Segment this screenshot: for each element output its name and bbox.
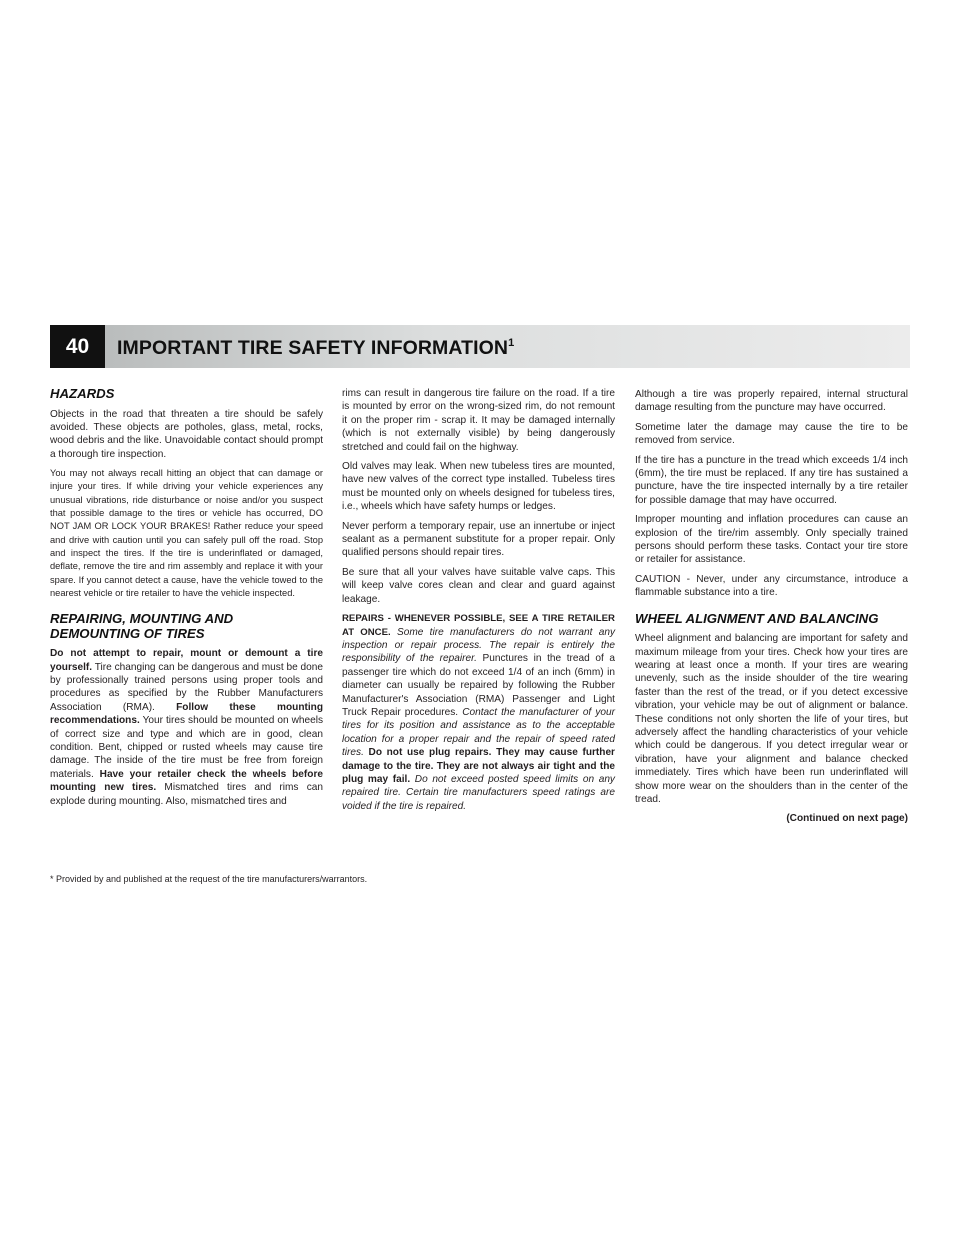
temporary-repair-paragraph: Never perform a temporary repair, use an innertube or inject sealant as a permanent substitute for a proper repair. Only qualified persons should repair tires.: [342, 520, 615, 559]
repairing-heading: REPAIRING, MOUNTING AND DEMOUNTING OF TIRES: [50, 611, 234, 641]
title-superscript: 1: [508, 337, 515, 349]
repairing-bold-1: Do not attempt to repair, mount or demount a tire yourself.: [50, 648, 323, 673]
alignment-paragraph: Wheel alignment and balancing are important for safety and maximum mileage from your tires. Check how your tires are wearing at least once a month. If your tires are wearing unevenly, such as the inside shoulder of the tire wearing faster than the rest of the tread, or if you detect excessive vibration, your vehicle may be out of alignment or balance. These conditions not only shorten the life of your tires, but adversely affect the handling characteristics of your vehicle which could be dangerous. If you detect irregular wear or vibration, have your alignment and balance checked immediately. Tires which have been run underinflated will show more wear on the shoulders than in the center of the tread.: [635, 633, 908, 806]
page-title-text: IMPORTANT TIRE SAFETY INFORMATION: [117, 337, 509, 359]
repairs-heading: REPAIRS - WHENEVER POSSIBLE, SEE A TIRE RETAILER AT ONCE.: [342, 613, 615, 638]
caution-paragraph: CAUTION - Never, under any circumstance, introduce a flammable substance into a tire.: [635, 573, 908, 599]
repairing-bold-2: Follow these mounting recommendations.: [50, 701, 323, 727]
puncture-paragraph: If the tire has a puncture in the tread which exceeds 1/4 inch (6mm), the tire must be replaced. If any tire has sustained a puncture, have the tire inspected internally by a tire retailer for possible damage that may have occurred.: [635, 454, 908, 506]
column-3: [635, 388, 908, 832]
repairing-text-3: Mismatched tires and rims can explode during mounting. Also, mismatched tires and: [50, 782, 323, 807]
repairs-text-1: Punctures in the tread of a passenger tire which do not exceed 1/4 of an inch (6mm) in diameter can usually be repaired by following the Rubber Manufacturer's Association (RMA) Passenger and Light Truck Repair procedures.: [342, 653, 616, 718]
structural-damage-paragraph: Although a tire was properly repaired, internal structural damage resulting from the puncture may have occurred.: [635, 389, 908, 414]
hazards-paragraph-2: You may not always recall hitting an object that can damage or injure your tires. If while driving your vehicle experiences any unusual vibrations, ride disturbance or noise and/or you suspect that possible damage to the tires or vehicle has occurred, DO NOT JAM OR LOCK YOUR BRAKES! Rather reduce your speed and drive with caution until you can safely pull off the road. Stop and inspect the tires. If the tire is underinflated or damaged, deflate, remove the tire and rim assembly and replace it with your spare. If you cannot detect a cause, have the vehicle towed to the nearest vehicle or tire retailer to have the vehicle inspected.: [50, 468, 323, 598]
repairs-italic-2: Contact the manufacturer of your tires for its position and assistance as to the acceptable location for a proper repair and the repair of speed rated tires.: [342, 706, 615, 759]
repairs-italic-3: Do not exceed posted speed limits on any repaired tire. Certain tire manufacturers speed ratings are voided if the tire is repaired.: [342, 773, 615, 812]
repairing-text-2: Your tires should be mounted on wheels of correct size and type and which are in good, clean condition. Bent, chipped or rusted wheels may cause tire damage. The inside of the tire must be free from foreign materials.: [50, 715, 323, 780]
page-title: [117, 337, 514, 360]
repairs-bold-1: Do not use plug repairs. They may cause further damage to the tire. They are not always air tight and the plug may fail.: [342, 747, 615, 785]
repairing-paragraph-continued: rims can result in dangerous tire failure on the road. If a tire is mounted by error on the wrong-sized rim, do not remount it on the proper rim - scrap it. It may be damaged internally (which is not externally visible) by being dangerously stretched and could fail on the highway.: [342, 388, 615, 453]
repairs-paragraph: [342, 612, 615, 813]
repairs-italic-1: Some tire manufacturers do not warrant any inspection or repair process. The repair is entirely the responsibility of the repairer.: [342, 626, 616, 665]
valves-paragraph: Old valves may leak. When new tubeless tires are mounted, have new valves of the correct type installed. Tubeless tires must be mounted only on wheels designed for tubeless tires, i.e., wheels which have safety humps or ledges.: [342, 461, 615, 513]
page-number: 40: [50, 325, 105, 368]
repairing-text-1: Tire changing can be dangerous and must be done by professionally trained persons using proper tools and procedures as specified by the Rubber Manufacturers Association (RMA).: [50, 661, 323, 713]
removed-paragraph: Sometime later the damage may cause the tire to be removed from service.: [635, 421, 908, 447]
repairing-paragraph-1: [50, 647, 323, 808]
alignment-heading: WHEEL ALIGNMENT AND BALANCING: [635, 610, 879, 626]
column-2: [342, 387, 615, 819]
hazards-paragraph-1: Objects in the road that threaten a tire should be safely avoided. These objects are potholes, glass, metal, rocks, wood debris and the like. Unavoidable contact should prompt a thorough tire inspection.: [50, 408, 323, 460]
hazards-heading: HAZARDS: [50, 386, 115, 401]
repairing-bold-3: Have your retailer check the wheels before mounting new tires.: [50, 768, 323, 794]
continued-note: (Continued on next page): [786, 813, 908, 825]
footnote: * Provided by and published at the request of the tire manufacturers/warrantors.: [50, 874, 368, 884]
column-1: [50, 387, 323, 814]
improper-mounting-paragraph: Improper mounting and inflation procedures can cause an explosion of the tire/rim assembly. Only specially trained persons should perform these tasks. Contact your tire store or retailer for assistance.: [635, 514, 908, 566]
valve-caps-paragraph: Be sure that all your valves have suitable valve caps. This will keep valve cores clean and clear and guard against leakage.: [342, 566, 615, 605]
